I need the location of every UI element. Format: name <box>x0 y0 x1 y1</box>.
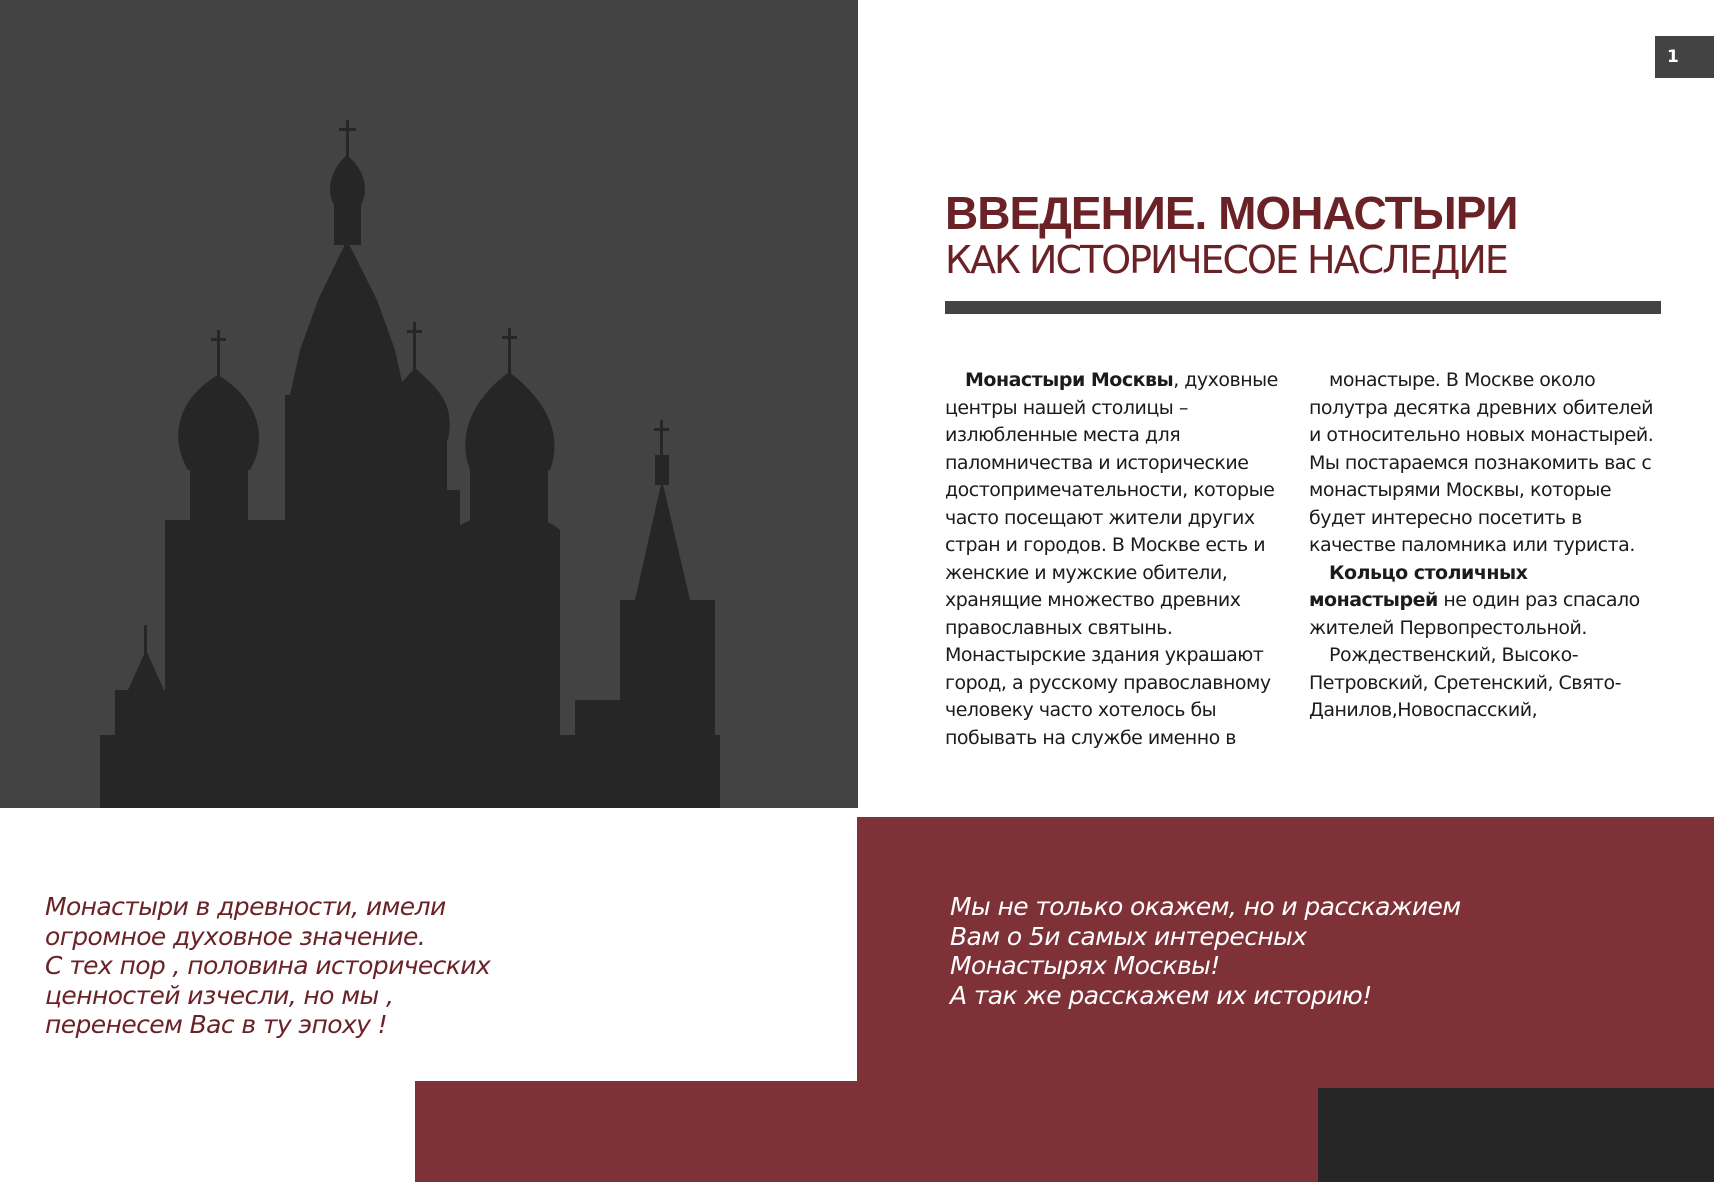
body-bold-term: Монастыри Москвы <box>965 369 1174 391</box>
body-text: Рождественский, Высоко-Петровский, Сретенский, Свято-Данилов,Новоспасский, <box>1309 644 1621 721</box>
body-paragraph-2 <box>1309 367 1654 560</box>
cathedral-photo <box>0 0 858 808</box>
body-text: монастыре. В Москве около полутра десятка древних обителей и относительно новых монастырей. Мы постараемся познакомить вас с монастырями Москвы, которые будет интересно посетить в качестве паломника или туриста. <box>1309 369 1654 556</box>
quote-left: Монастыри в древности, имели огромное духовное значение. С тех пор , половина исторических ценностей изчесли, но мы , перенесем Вас в ту эпоху ! <box>45 892 491 1039</box>
title-line-2: КАК ИСТОРИЧЕСОЕ НАСЛЕДИЕ <box>945 238 1507 282</box>
body-paragraph-3 <box>1309 560 1654 643</box>
body-paragraph-4 <box>1309 642 1654 725</box>
page-title <box>945 188 1665 282</box>
title-divider <box>945 301 1661 314</box>
body-column-2 <box>1309 367 1654 725</box>
body-text: , духовные центры нашей столицы – излюбленные места для паломничества и исторические достопримечательности, которые часто посещают жители других стран и городов. В Москве есть и женские и мужские обители, хранящие множество древних православных святынь. Монастырские здания украшают город, а русскому православному человеку часто хотелось бы побывать на службе именно в <box>945 369 1278 749</box>
page-number: 1 <box>1655 36 1714 78</box>
title-line-1: ВВЕДЕНИЕ. МОНАСТЫРИ <box>945 187 1518 239</box>
cathedral-silhouette-icon <box>0 0 858 808</box>
quote-right: Мы не только окажем, но и расскажием Вам о 5и самых интересных Монастырях Москвы! А так же расскажем их историю! <box>950 892 1461 1010</box>
body-bold-term: Кольцо столичных монастырей <box>1309 561 1528 611</box>
body-column-1 <box>945 367 1290 752</box>
body-text: не один раз спасало жителей Первопрестольной. <box>1309 589 1640 639</box>
body-paragraph-1 <box>945 367 1290 752</box>
dark-corner-block <box>1318 1088 1714 1182</box>
